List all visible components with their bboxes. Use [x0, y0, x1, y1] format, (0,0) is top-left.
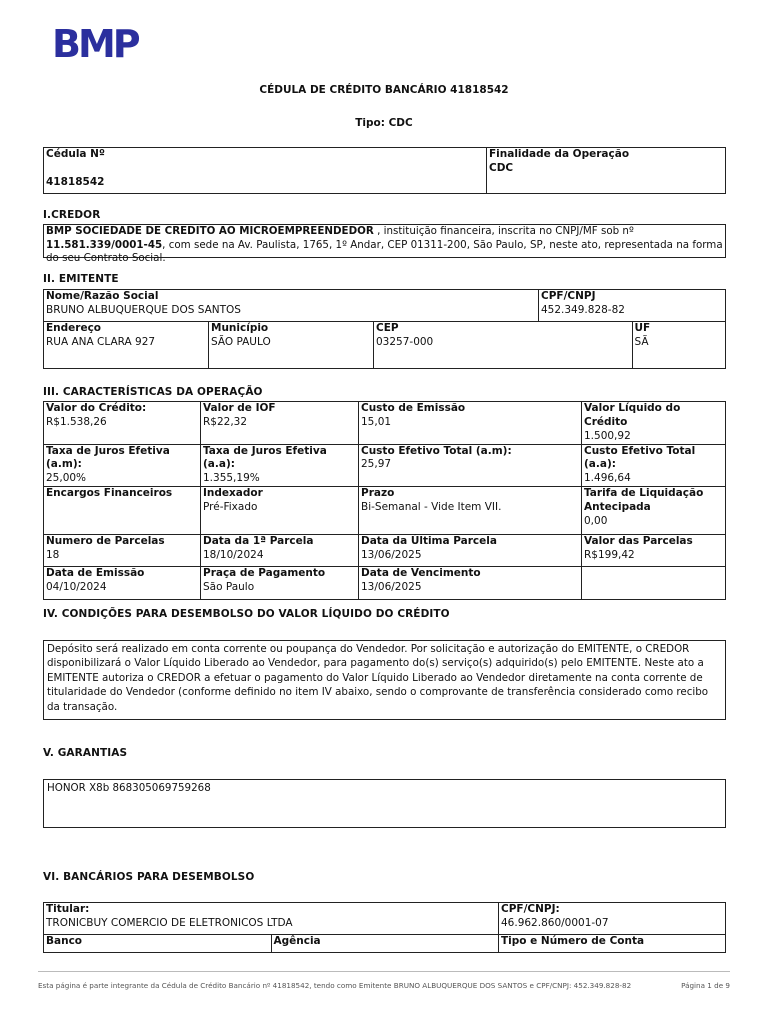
op-cell	[44, 567, 201, 600]
op-cell	[201, 402, 359, 445]
credor-box	[43, 224, 726, 265]
footer-text: Esta página é parte integrante da Cédula de Crédito Bancário nº 41818542, tendo como Emitente BRUNO ALBUQUERQUE DOS SANTOS e CPF/CNPJ: 452.349.828-82	[38, 981, 632, 990]
cedula-value: 41818542	[46, 175, 105, 188]
finalidade-cell	[487, 148, 726, 194]
agencia-cell	[271, 935, 499, 953]
op-cell	[359, 535, 582, 567]
document-type: Tipo: CDC	[355, 117, 413, 129]
op-label: Valor de IOF	[203, 402, 276, 414]
cedula-label: Cédula Nº	[46, 148, 105, 160]
op-value: Pré-Fixado	[203, 501, 258, 514]
bancarios-cpf-value: 46.962.860/0001-07	[501, 916, 609, 929]
op-value: 1.496,64	[584, 472, 631, 485]
op-cell	[582, 487, 726, 535]
op-label: Taxa de Juros Efetiva (a.m):	[46, 444, 170, 471]
credor-text2: , com sede na Av. Paulista, 1765, 1º Andar, CEP 01311-200, São Paulo, SP, neste ato, representada na forma do seu Contrato Social.	[46, 238, 723, 265]
desembolso-text: Depósito será realizado em conta corrente ou poupança do Vendedor. Por solicitação e autorização do EMITENTE, o CREDOR disponibilizará o Valor Líquido Liberado ao Vendedor, para pagamento do(s) serviço(s) adquirido(s) pelo EMITENTE. Neste ato a EMITENTE autoriza o CREDOR a efetuar o pagamento do Valor Líquido Liberado ao Vendedor diretamente na conta corrente de titularidade do Vendedor (conforme definido no item IV abaixo, sendo o comprovante de transferência considerado como recibo da transação.	[43, 640, 726, 720]
op-value: 0,00	[584, 514, 608, 527]
emitente-cpf-cell	[539, 290, 726, 322]
emitente-cep-label: CEP	[376, 322, 399, 334]
op-cell	[201, 567, 359, 600]
op-value: 04/10/2024	[46, 581, 107, 594]
credor-text1: , instituição financeira, inscrita no CNPJ/MF sob nº	[373, 225, 634, 237]
op-cell	[359, 567, 582, 600]
emitente-table	[43, 289, 726, 369]
op-cell	[582, 535, 726, 567]
op-cell	[44, 402, 201, 445]
op-label: Valor das Parcelas	[584, 535, 693, 548]
op-label: Data da Última Parcela	[361, 535, 497, 548]
emitente-nome-cell	[44, 290, 539, 322]
op-cell	[359, 487, 582, 535]
op-label: Custo de Emissão	[361, 402, 466, 414]
op-value: 15,01	[361, 415, 392, 428]
op-cell	[582, 567, 726, 600]
op-label: Valor Líquido do Crédito	[584, 402, 681, 428]
op-label: Tarifa de Liquidação Antecipada	[584, 487, 704, 514]
titular-label: Titular:	[46, 903, 90, 915]
op-cell	[201, 444, 359, 487]
agencia-label: Agência	[273, 935, 321, 947]
bancarios-cpf-cell	[499, 903, 726, 935]
op-cell	[359, 402, 582, 445]
emitente-cpf-value: 452.349.828-82	[541, 303, 625, 316]
op-value: 18/10/2024	[203, 549, 264, 562]
op-value: 18	[46, 549, 60, 562]
conta-cell	[499, 935, 726, 953]
bmp-logo	[52, 24, 148, 60]
op-value: 1.355,19%	[203, 472, 260, 485]
emitente-nome-label: Nome/Razão Social	[46, 290, 159, 302]
op-label: Taxa de Juros Efetiva (a.a):	[203, 444, 327, 471]
document-title: CÉDULA DE CRÉDITO BANCÁRIO 41818542	[259, 84, 509, 96]
titular-cell	[44, 903, 499, 935]
op-value: 13/06/2025	[361, 549, 422, 562]
op-label: Praça de Pagamento	[203, 567, 326, 580]
emitente-endereco-cell	[44, 322, 209, 369]
op-label: Data de Emissão	[46, 567, 145, 580]
garantias-text: HONOR X8b 868305069759268	[43, 779, 726, 828]
op-cell	[582, 402, 726, 445]
bancarios-heading: VI. BANCÁRIOS PARA DESEMBOLSO	[43, 871, 255, 883]
svg-text:BMP: BMP	[52, 24, 138, 60]
bancarios-table	[43, 902, 726, 953]
emitente-heading: II. EMITENTE	[43, 273, 119, 285]
op-cell	[582, 444, 726, 487]
op-cell	[359, 444, 582, 487]
op-label: Encargos Financeiros	[46, 487, 173, 500]
emitente-municipio-cell	[209, 322, 374, 369]
bancarios-cpf-label: CPF/CNPJ:	[501, 903, 560, 915]
operacao-heading: III. CARACTERÍSTICAS DA OPERAÇÃO	[43, 386, 263, 398]
op-label: Custo Efetivo Total (a.m):	[361, 444, 512, 457]
garantias-heading: V. GARANTIAS	[43, 747, 128, 759]
conta-label: Tipo e Número de Conta	[501, 935, 645, 947]
banco-label: Banco	[46, 935, 83, 947]
banco-cell	[44, 935, 272, 953]
desembolso-heading: IV. CONDIÇÕES PARA DESEMBOLSO DO VALOR LÍQUIDO DO CRÉDITO	[43, 608, 450, 620]
credor-name: BMP SOCIEDADE DE CREDITO AO MICROEMPREENDEDOR	[46, 225, 374, 237]
footer-divider	[38, 971, 730, 972]
cedula-box	[43, 147, 726, 194]
op-cell	[201, 535, 359, 567]
emitente-endereco-label: Endereço	[46, 322, 102, 334]
page-footer	[38, 981, 730, 991]
op-value: R$22,32	[203, 415, 248, 428]
op-cell	[44, 535, 201, 567]
operacao-table	[43, 401, 726, 600]
emitente-uf-label: UF	[634, 322, 651, 334]
cedula-cell	[44, 148, 487, 194]
credor-heading: I.CREDOR	[43, 209, 101, 221]
emitente-endereco-value: RUA ANA CLARA 927	[46, 335, 156, 348]
op-value: R$199,42	[584, 549, 635, 562]
op-cell	[44, 444, 201, 487]
op-value: 25,97	[361, 458, 392, 471]
op-value: Bi-Semanal - Vide Item VII.	[361, 501, 502, 514]
emitente-uf-value: SÃ	[634, 335, 649, 348]
emitente-nome-value: BRUNO ALBUQUERQUE DOS SANTOS	[46, 303, 241, 316]
op-cell	[44, 487, 201, 535]
op-label: Indexador	[203, 487, 263, 500]
op-label: Valor do Crédito:	[46, 402, 147, 414]
op-value: 25,00%	[46, 472, 87, 485]
emitente-cep-cell	[374, 322, 633, 369]
emitente-cpf-label: CPF/CNPJ	[541, 290, 596, 302]
page-number: Página 1 de 9	[681, 981, 730, 990]
op-label: Numero de Parcelas	[46, 535, 165, 548]
op-value: R$1.538,26	[46, 415, 107, 428]
op-label: Prazo	[361, 487, 395, 500]
emitente-cep-value: 03257-000	[376, 335, 434, 348]
emitente-uf-cell	[632, 322, 726, 369]
op-label: Custo Efetivo Total (a.a):	[584, 444, 696, 471]
op-cell	[201, 487, 359, 535]
titular-value: TRONICBUY COMERCIO DE ELETRONICOS LTDA	[46, 916, 293, 929]
finalidade-value: CDC	[489, 161, 514, 174]
op-label: Data da 1ª Parcela	[203, 535, 314, 548]
op-value: 1.500,92	[584, 429, 631, 442]
op-label: Data de Vencimento	[361, 567, 481, 580]
op-value: São Paulo	[203, 581, 255, 594]
op-value: 13/06/2025	[361, 581, 422, 594]
credor-cnpj: 11.581.339/0001-45	[46, 238, 163, 251]
finalidade-label: Finalidade da Operação	[489, 148, 630, 160]
emitente-municipio-label: Município	[211, 322, 269, 334]
emitente-municipio-value: SÃO PAULO	[211, 335, 271, 348]
